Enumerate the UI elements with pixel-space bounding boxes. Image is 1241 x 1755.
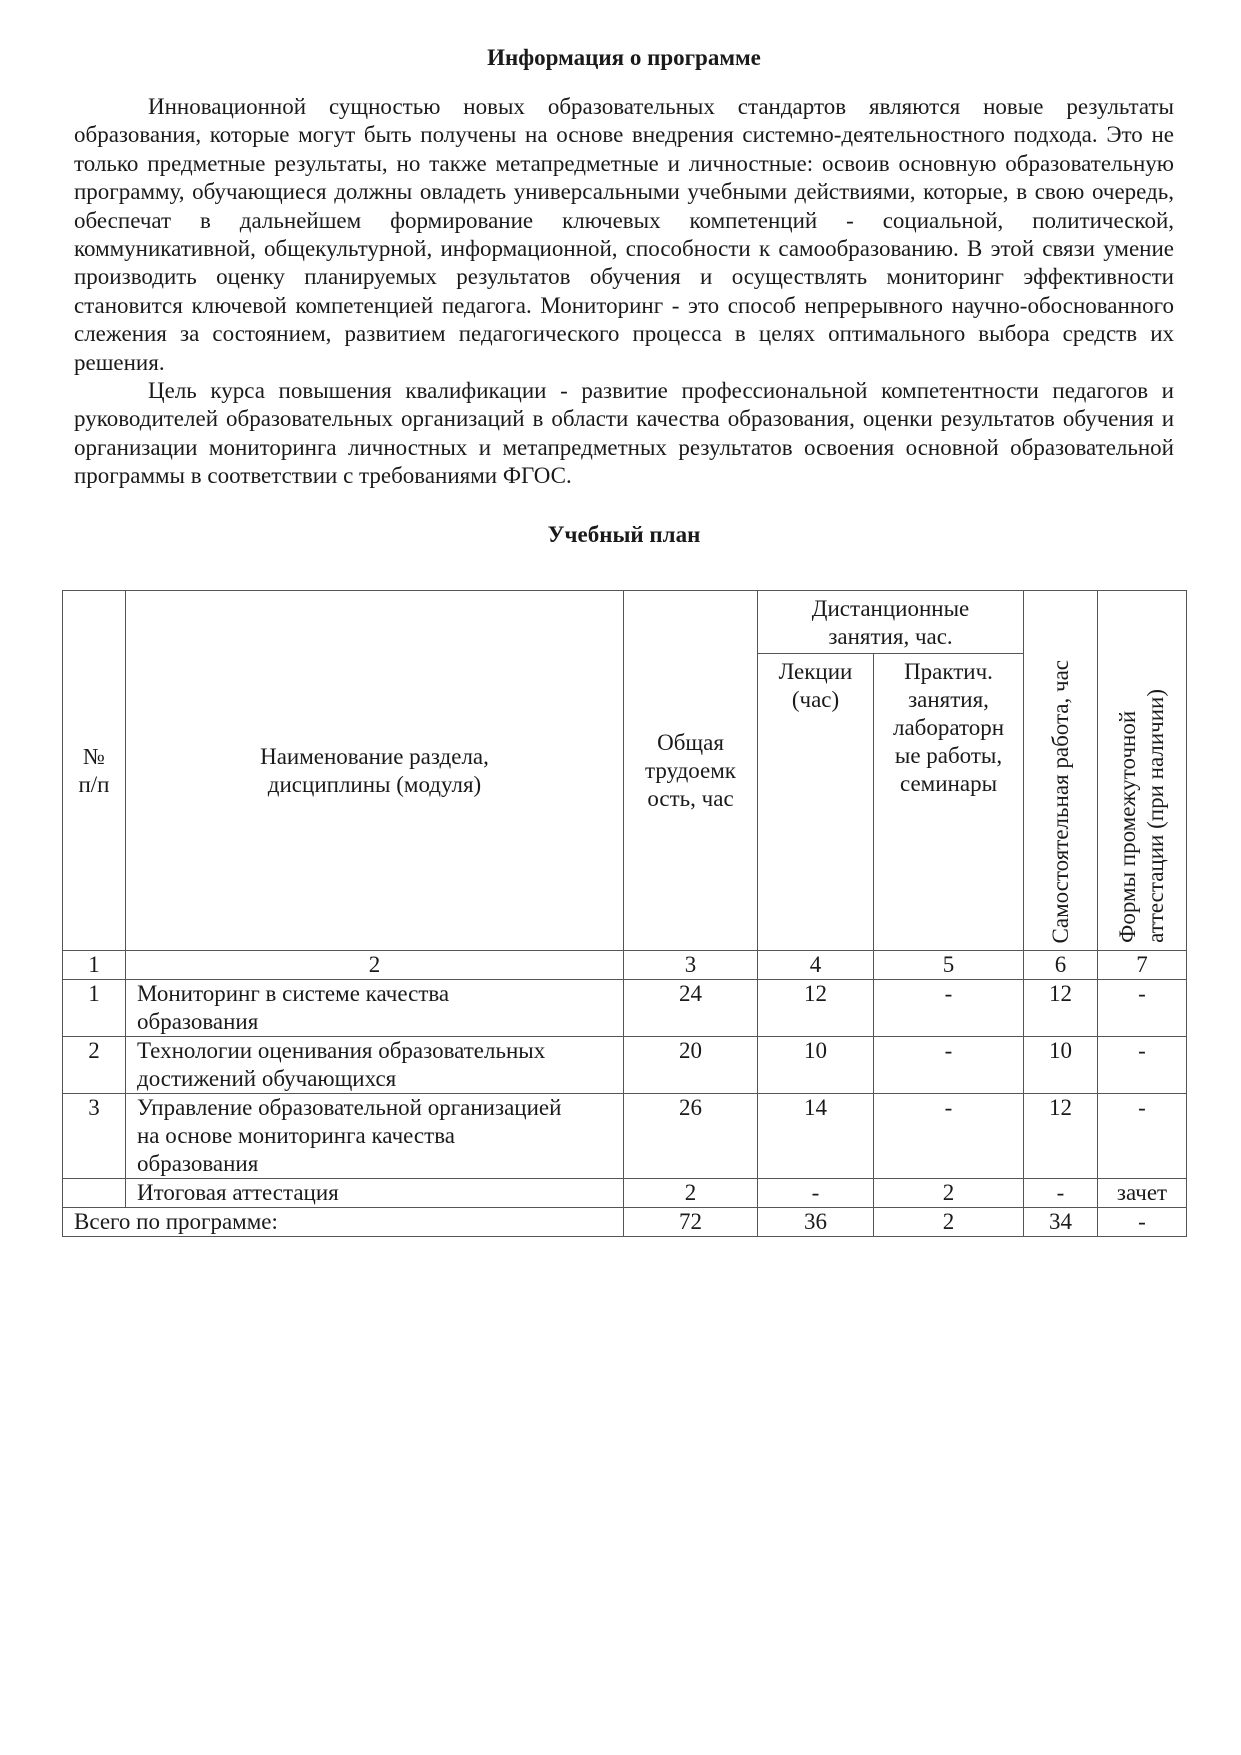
row-total: 2	[624, 1179, 758, 1208]
summary-row	[63, 1208, 1187, 1237]
header-forms: Формы промежуточной аттестации (при наличии)	[1098, 591, 1187, 951]
summary-lectures: 36	[758, 1208, 874, 1237]
row-num: 3	[63, 1094, 126, 1179]
table-header-row-1	[63, 591, 1187, 654]
row-lectures: -	[758, 1179, 874, 1208]
row-name: Мониторинг в системе качества образования	[126, 980, 624, 1037]
row-name: Технологии оценивания образовательных достижений обучающихся	[126, 1037, 624, 1094]
table-row	[63, 1037, 1187, 1094]
table-row	[63, 980, 1187, 1037]
header-num: № п/п	[63, 591, 126, 951]
column-number: 5	[874, 951, 1024, 980]
column-number: 7	[1098, 951, 1187, 980]
row-self-work: 12	[1024, 980, 1098, 1037]
header-distance: Дистанционные занятия, час.	[758, 591, 1024, 654]
column-number: 6	[1024, 951, 1098, 980]
row-lectures: 12	[758, 980, 874, 1037]
row-practice: -	[874, 980, 1024, 1037]
document-page	[74, 44, 1174, 570]
row-total: 20	[624, 1037, 758, 1094]
row-practice: -	[874, 1037, 1024, 1094]
row-forms: зачет	[1098, 1179, 1187, 1208]
table-row	[63, 1094, 1187, 1179]
row-self-work: 12	[1024, 1094, 1098, 1179]
row-lectures: 14	[758, 1094, 874, 1179]
header-name: Наименование раздела, дисциплины (модуля)	[126, 591, 624, 951]
row-total: 24	[624, 980, 758, 1037]
row-name: Итоговая аттестация	[126, 1179, 624, 1208]
header-practice: Практич. занятия, лабораторн ые работы, семинары	[874, 654, 1024, 951]
info-paragraph-2: Цель курса повышения квалификации - развитие профессиональной компетентности педагогов и руководителей образовательных организаций в области качества образования, оценки результатов обучения и организации мониторинга личностных и метапредметных результатов освоения основной образовательной программы в соответствии с требованиями ФГОС.	[74, 378, 1174, 489]
info-title: Информация о программе	[487, 45, 761, 70]
row-forms: -	[1098, 1037, 1187, 1094]
row-num: 2	[63, 1037, 126, 1094]
summary-self-work: 34	[1024, 1208, 1098, 1237]
row-forms: -	[1098, 980, 1187, 1037]
row-total: 26	[624, 1094, 758, 1179]
summary-label: Всего по программе:	[63, 1208, 624, 1237]
column-number: 4	[758, 951, 874, 980]
row-lectures: 10	[758, 1037, 874, 1094]
column-number-row	[63, 951, 1187, 980]
row-practice: -	[874, 1094, 1024, 1179]
header-total-hours: Общая трудоемк ость, час	[624, 591, 758, 951]
column-number: 2	[126, 951, 624, 980]
summary-total: 72	[624, 1208, 758, 1237]
curriculum-table	[62, 590, 1187, 1237]
row-name: Управление образовательной организацией на основе мониторинга качества образования	[126, 1094, 624, 1179]
row-num: 1	[63, 980, 126, 1037]
header-lectures: Лекции (час)	[758, 654, 874, 951]
row-self-work: 10	[1024, 1037, 1098, 1094]
row-self-work: -	[1024, 1179, 1098, 1208]
summary-forms: -	[1098, 1208, 1187, 1237]
table-row	[63, 1179, 1187, 1208]
row-forms: -	[1098, 1094, 1187, 1179]
plan-title: Учебный план	[547, 521, 701, 547]
row-practice: 2	[874, 1179, 1024, 1208]
column-number: 3	[624, 951, 758, 980]
column-number: 1	[63, 951, 126, 980]
summary-practice: 2	[874, 1208, 1024, 1237]
header-self-work: Самостоятельная работа, час	[1024, 591, 1098, 951]
info-paragraph-1: Инновационной сущностью новых образовательных стандартов являются новые результаты образования, которые могут быть получены на основе внедрения системно-деятельностного подхода. Это не только предметные результаты, но также метапредметные и личностные: освоив основную образовательную программу, обучающиеся должны овладеть универсальными учебными действиями, которые, в свою очередь, обеспечат в дальнейшем формирование ключевых компетенций - социальной, политической, коммуникативной, общекультурной, информационной, способности к самообразованию. В этой связи умение производить оценку планируемых результатов обучения и осуществлять мониторинг эффективности становится ключевой компетенцией педагога. Мониторинг - это способ непрерывного научно-обоснованного слежения за состоянием, развитием педагогического процесса в целях оптимального выбора средств их решения.	[74, 94, 1174, 375]
row-num	[63, 1179, 126, 1208]
